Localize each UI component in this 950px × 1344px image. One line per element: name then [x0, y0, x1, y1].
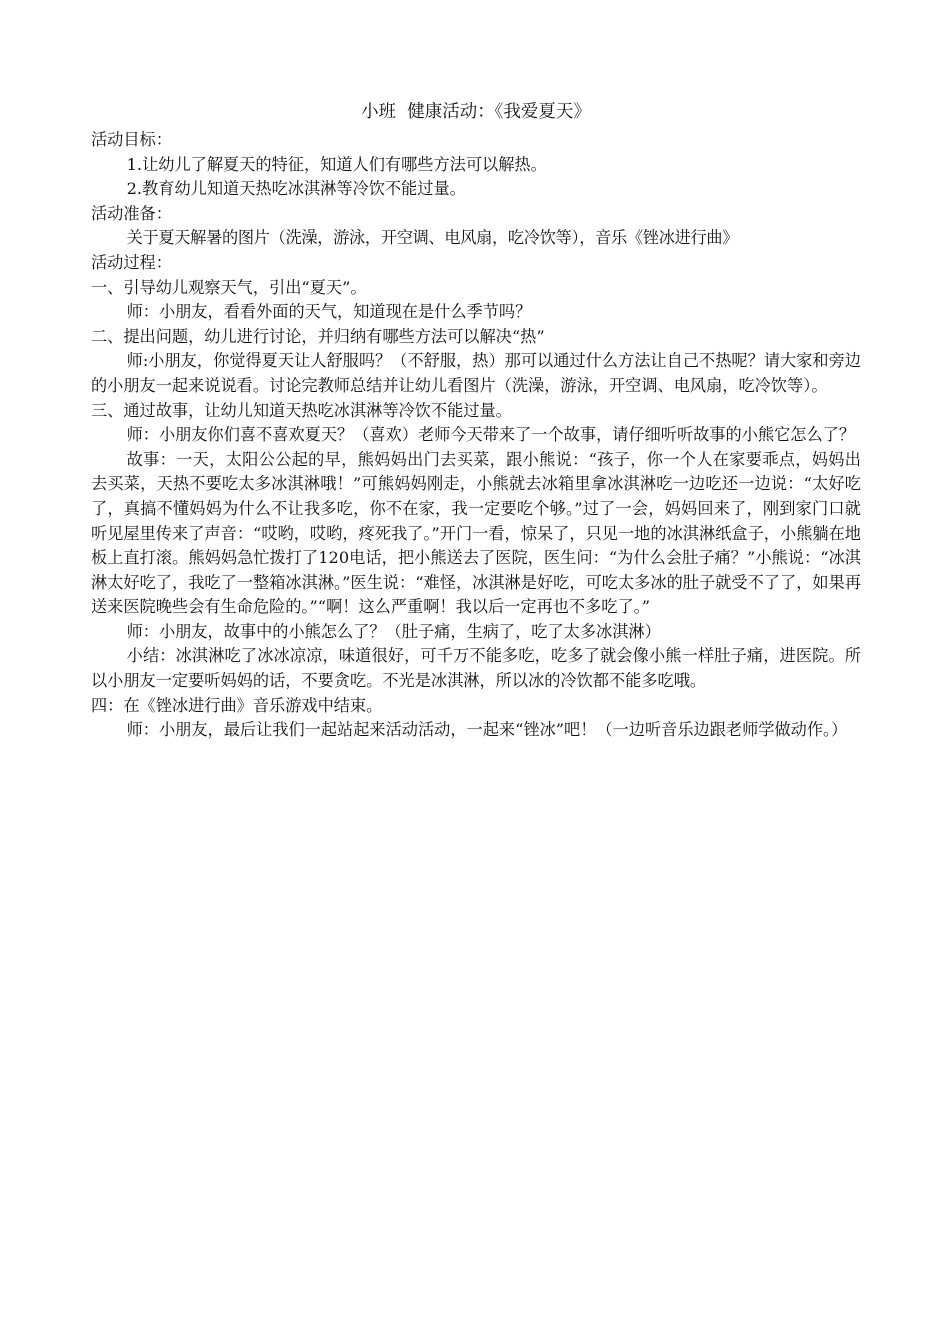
goal-2: 2.教育幼儿知道天热吃冰淇淋等冷饮不能过量。	[126, 179, 466, 199]
prep-text: 关于夏天解暑的图片（洗澡，游泳，开空调、电风扇，吃冷饮等），音乐《锉冰进行曲》	[126, 228, 739, 248]
step-1-heading: 一、引导幼儿观察天气，引出“夏天”。	[91, 277, 367, 297]
document-page	[91, 98, 861, 743]
step-4-teacher: 师：小朋友，最后让我们一起站起来活动活动，一起来“锉冰”吧！（一边听音乐边跟老师学做动作。）	[126, 720, 848, 740]
goals-heading: 活动目标：	[91, 130, 172, 149]
step-1-teacher: 师：小朋友，看看外面的天气，知道现在是什么季节吗？	[126, 302, 532, 322]
document-title: 小班 健康活动：《我爱夏天》	[361, 102, 591, 122]
summary-paragraph: 小结：冰淇淋吃了冰冰凉凉，味道很好，可千万不能多吃，吃多了就会像小熊一样肚子痛，进医院。所以小朋友一定要听妈妈的话，不要贪吃。不光是冰淇淋，所以冰的冷饮都不能多吃哦。	[91, 646, 861, 691]
story-paragraph: 故事：一天，太阳公公起的早，熊妈妈出门去买菜，跟小熊说：“孩子，你一个人在家要乖点，妈妈出去买菜，天热不要吃太多冰淇淋哦！”可熊妈妈刚走，小熊就去冰箱里拿冰淇淋吃一边吃还一边说：“太好吃了，真搞不懂妈妈为什么不让我多吃，你不在家，我一定要吃个够。”过了一会，妈妈回来了，刚到家门口就听见屋里传来了声音：“哎哟，哎哟，疼死我了。”开门一看，惊呆了，只见一地的冰淇淋纸盒子，小熊躺在地板上直打滚。熊妈妈急忙拨打了120电话，把小熊送去了医院，医生问：“为什么会肚子痛？”小熊说：“冰淇淋太好吃了，我吃了一整箱冰淇淋。”医生说：“难怪，冰淇淋是好吃，可吃太多冰的肚子就受不了了，如果再送来医院晚些会有生命危险的。”“啊！这么严重啊！我以后一定再也不多吃了。”	[91, 449, 861, 617]
step-2-teacher: 师:小朋友，你觉得夏天让人舒服吗？（不舒服，热）那可以通过什么方法让自己不热呢？请大家和旁边的小朋友一起来说说看。讨论完教师总结并让幼儿看图片（洗澡，游泳，开空调、电风扇，吃冷饮等）。	[91, 351, 861, 395]
prep-heading: 活动准备：	[91, 203, 172, 223]
step-3-question: 师：小朋友，故事中的小熊怎么了？（肚子痛，生病了，吃了太多冰淇淋）	[126, 621, 661, 641]
step-2-heading: 二、提出问题，幼儿进行讨论，并归纳有哪些方法可以解决“热”	[91, 326, 545, 346]
step-3-teacher: 师：小朋友你们喜不喜欢夏天？（喜欢）老师今天带来了一个故事，请仔细听听故事的小熊它怎么了？	[126, 425, 856, 445]
step-4-heading: 四：在《锉冰进行曲》音乐游戏中结束。	[91, 695, 383, 715]
goal-1: 1.让幼儿了解夏天的特征，知道人们有哪些方法可以解热。	[126, 154, 547, 174]
process-heading: 活动过程：	[91, 252, 172, 272]
step-3-heading: 三、通过故事，让幼儿知道天热吃冰淇淋等冷饮不能过量。	[91, 400, 512, 420]
